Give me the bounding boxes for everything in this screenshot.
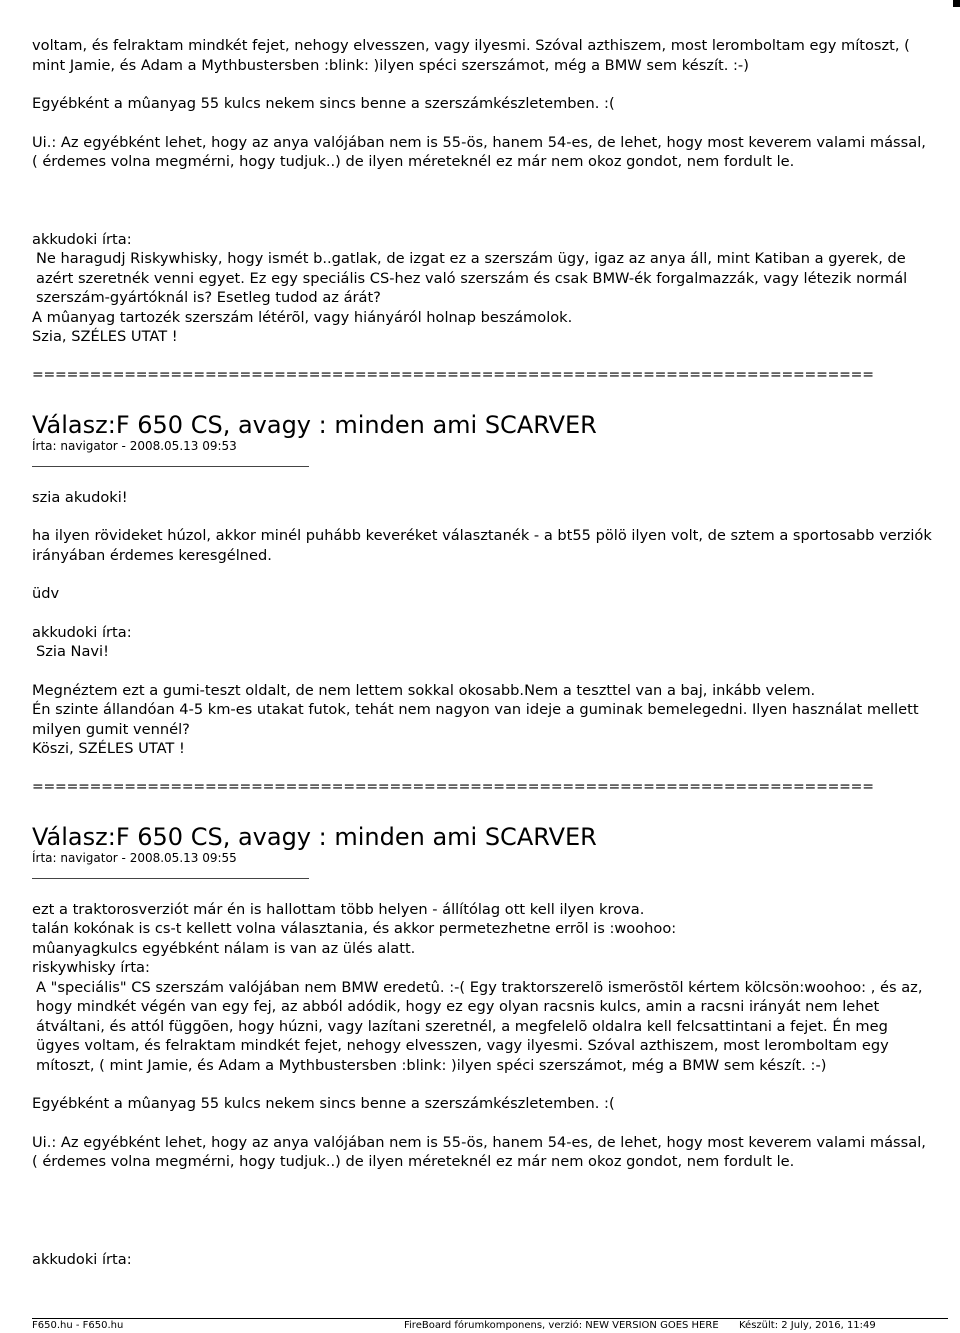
separator: ========================================================================= [32, 366, 874, 383]
quote-author: akkudoki írta: [32, 1250, 132, 1268]
post-body-line: ezt a traktorosverziót már én is hallottam több helyen - állítólag ott kell ilyen krova. [32, 900, 645, 918]
post-body: ha ilyen rövideket húzol, akkor minél puhább keveréket választanék - a bt55 pölö ilyen volt, de sztem a sportosabb verziók irányában érdemes keresgélned. [32, 527, 932, 564]
post-divider [32, 878, 309, 879]
post-signoff: üdv [32, 585, 60, 602]
quote-greeting: Szia Navi! [36, 643, 109, 660]
footer-date: Készült: 2 July, 2016, 11:49 [739, 1320, 876, 1331]
quote-author: riskywhisky írta: [32, 959, 150, 976]
post-body-line: mûanyagkulcs egyébként nálam is van az ülés alatt. [32, 939, 416, 957]
post-meta: Írta: navigator - 2008.05.13 09:53 [32, 438, 237, 453]
quote-signoff: Szia, SZÉLES UTAT ! [32, 328, 178, 345]
top-paragraph-2: Egyébként a mûanyag 55 kulcs nekem sincs benne a szerszámkészletemben. :( [32, 95, 615, 112]
page-footer [32, 1318, 948, 1332]
top-paragraph-1: voltam, és felraktam mindkét fejet, nehogy elvesszen, vagy ilyesmi. Szóval azthiszem, most leromboltam egy mítoszt, ( mint Jamie, és Adam a Mythbustersben :blink: )ilyen spéci szerszámot, még a BMW sem készít. :-) [32, 37, 910, 74]
quote-signoff: Köszi, SZÉLES UTAT ! [32, 740, 185, 757]
post-title: Válasz:F 650 CS, avagy : minden ami SCARVER [32, 410, 597, 439]
quote-author: akkudoki írta: [32, 623, 132, 641]
quote-line: Én szinte állandóan 4-5 km-es utakat futok, tehát nem nagyon van ideje a guminak bemelegedni. Ilyen használat mellett milyen gumit vennél? [32, 701, 919, 738]
quote-author: akkudoki írta: [32, 230, 132, 248]
post-title: Válasz:F 650 CS, avagy : minden ami SCARVER [32, 822, 597, 851]
footer-site: F650.hu - F650.hu [32, 1320, 124, 1331]
separator: ========================================================================= [32, 778, 874, 795]
footer-version: FireBoard fórumkomponens, verzió: NEW VERSION GOES HERE [404, 1320, 719, 1331]
quote-text: Ne haragudj Riskywhisky, hogy ismét b..gatlak, de izgat ez a szerszám ügy, igaz az anya áll, mint Katiban a gyerek, de azért szeretnék venni egyet. Ez egy speciális CS-hez való szerszám és csak BMW-ék forgalmazzák, vagy létezik normál szerszám-gyártóknál is? Esetleg tudod az árát? [36, 250, 908, 306]
post-body-line: talán kokónak is cs-t kellett volna választania, és akkor permetezhetne errõl is :woohoo: [32, 920, 677, 937]
quote-paragraph: Ui.: Az egyébként lehet, hogy az anya valójában nem is 55-ös, hanem 54-es, de lehet, hogy most keverem valami mással, ( érdemes volna megmérni, hogy tudjuk..) de ilyen méreteknél ez már nem okoz gondot, nem fordult le. [32, 1133, 926, 1170]
corner-mark [953, 0, 960, 7]
top-paragraph-3: Ui.: Az egyébként lehet, hogy az anya valójában nem is 55-ös, hanem 54-es, de lehet, hogy most keverem valami mással, ( érdemes volna megmérni, hogy tudjuk..) de ilyen méreteknél ez már nem okoz gondot, nem fordult le. [32, 133, 926, 170]
quote-paragraph: Egyébként a mûanyag 55 kulcs nekem sincs benne a szerszámkészletemben. :( [32, 1095, 615, 1112]
quote-line: Megnéztem ezt a gumi-teszt oldalt, de nem lettem sokkal okosabb.Nem a teszttel van a baj, inkább velem. [32, 681, 816, 699]
quote-text: A "speciális" CS szerszám valójában nem BMW eredetû. :-( Egy traktorszerelõ ismerõstõl kértem kölcsön:woohoo: , és az, hogy mindkét végén van egy fej, az abból adódik, hogy ez egy olyan racsnis kulcs, amin a racsni irányát nem lehet átváltani, és attól függõen, hogy húzni, vagy lazítani szeretnél, a megfelelõ oldalra kell felcsattintani a fejet. Én meg ügyes voltam, és felraktam mindkét fejet, nehogy elvesszen, vagy ilyesmi. Szóval azthiszem, most leromboltam egy mítoszt, ( mint Jamie, és Adam a Mythbustersben :blink: )ilyen spéci szerszámot, még a BMW sem készít. :-) [36, 978, 923, 1074]
post-divider [32, 466, 309, 467]
post-greeting: szia akudoki! [32, 488, 128, 506]
post-meta: Írta: navigator - 2008.05.13 09:55 [32, 850, 237, 865]
quote-line: A mûanyag tartozék szerszám létérõl, vagy hiányáról holnap beszámolok. [32, 308, 573, 326]
page-content [32, 36, 932, 1269]
